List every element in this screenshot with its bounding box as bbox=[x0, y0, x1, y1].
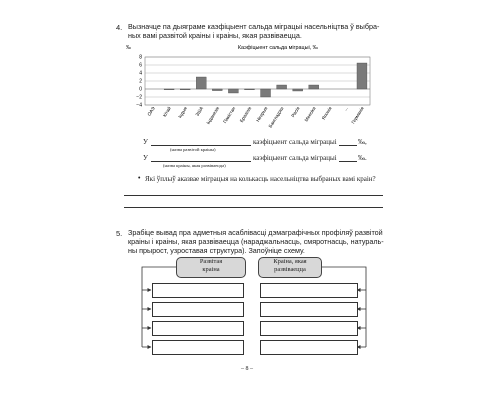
task5-number: 5. bbox=[116, 229, 123, 238]
migration-question: Які ўплыў аказвае міграцыя на колькасць насельніцтва выбраных вамі краін? bbox=[145, 175, 376, 183]
task5-line1: Зрабіце вывад пра адметныя асаблівасці дэмаграфічных профіляў развітой bbox=[128, 228, 383, 237]
y-tick-label: 0 bbox=[139, 86, 142, 93]
developed-answer-box-3[interactable] bbox=[152, 321, 244, 336]
y-tick-label: 4 bbox=[139, 70, 142, 77]
category-label: ЗША bbox=[194, 105, 205, 118]
developed-country-header bbox=[176, 257, 246, 278]
answer2-prefix: У bbox=[143, 154, 148, 162]
developed-header-line2: краіна bbox=[202, 266, 220, 273]
category-label: Бразілія bbox=[238, 105, 253, 124]
chart-title: Каэфіцыент сальда міграцыі, ‰ bbox=[237, 45, 319, 51]
developing-answer-box-4[interactable] bbox=[260, 340, 358, 355]
answer1-unit: ‰, bbox=[358, 138, 367, 146]
category-label: Бангладэш bbox=[267, 105, 285, 129]
developing-answer-box-3[interactable] bbox=[260, 321, 358, 336]
chart-y-unit: ‰ bbox=[126, 45, 131, 51]
answer2-hint: (назва краіны, якая развіваецца) bbox=[163, 163, 226, 168]
category-label: Германія bbox=[350, 105, 365, 125]
developing-header-line2: развіваецца bbox=[274, 266, 306, 273]
developed-header-line1: Развітая bbox=[199, 258, 223, 265]
developed-answer-box-2[interactable] bbox=[152, 302, 244, 317]
task4-line2: ных вамі развітой краіны і краіны, якая развіваецца. bbox=[128, 31, 302, 40]
answer1-prefix: У bbox=[143, 138, 148, 146]
y-tick-label: −2 bbox=[136, 94, 142, 101]
answer2-unit: ‰. bbox=[358, 154, 367, 162]
y-tick-label: 2 bbox=[139, 78, 142, 85]
task5-line3: ны прырост, узроставая структура). Запоўніце схему. bbox=[128, 246, 305, 255]
category-label: Мексіка bbox=[303, 105, 317, 123]
category-label: ОАЭ bbox=[146, 105, 156, 117]
y-tick-label: 8 bbox=[139, 54, 142, 61]
developing-header-line1: Краіна, якая bbox=[273, 258, 307, 265]
y-tick-label: −4 bbox=[136, 102, 142, 109]
developed-answer-box-1[interactable] bbox=[152, 283, 244, 298]
category-label: ... bbox=[342, 105, 349, 112]
task5-line2: краіны і краіны, якая развіваецца (нараджальнасць, смяротнасць, натураль- bbox=[128, 237, 384, 246]
task4-number: 4. bbox=[116, 23, 123, 32]
developing-country-header bbox=[258, 257, 322, 278]
answer1-hint: (назва развітой краіны) bbox=[170, 147, 216, 152]
category-label: Індыя bbox=[177, 105, 189, 119]
y-tick-label: 6 bbox=[139, 62, 142, 69]
category-label: Кітай bbox=[161, 105, 172, 118]
developing-answer-box-1[interactable] bbox=[260, 283, 358, 298]
task4-line1: Вызначце па дыяграме каэфіцыент сальда міграцыі насельніцтва ў выбра- bbox=[128, 22, 380, 31]
developing-answer-box-2[interactable] bbox=[260, 302, 358, 317]
category-label: Пакістан bbox=[222, 105, 237, 125]
category-label: Інданезія bbox=[205, 105, 221, 126]
answer2-coef-label: каэфіцыент сальда міграцыі bbox=[253, 154, 337, 162]
category-label: Нігерыя bbox=[255, 105, 269, 123]
category-label: Расія bbox=[290, 105, 301, 119]
page-number: – 8 – bbox=[241, 366, 253, 372]
category-label: Японія bbox=[320, 105, 333, 121]
developed-answer-box-4[interactable] bbox=[152, 340, 244, 355]
answer1-coef-label: каэфіцыент сальда міграцыі bbox=[253, 138, 337, 146]
question-bullet: • bbox=[138, 175, 141, 182]
